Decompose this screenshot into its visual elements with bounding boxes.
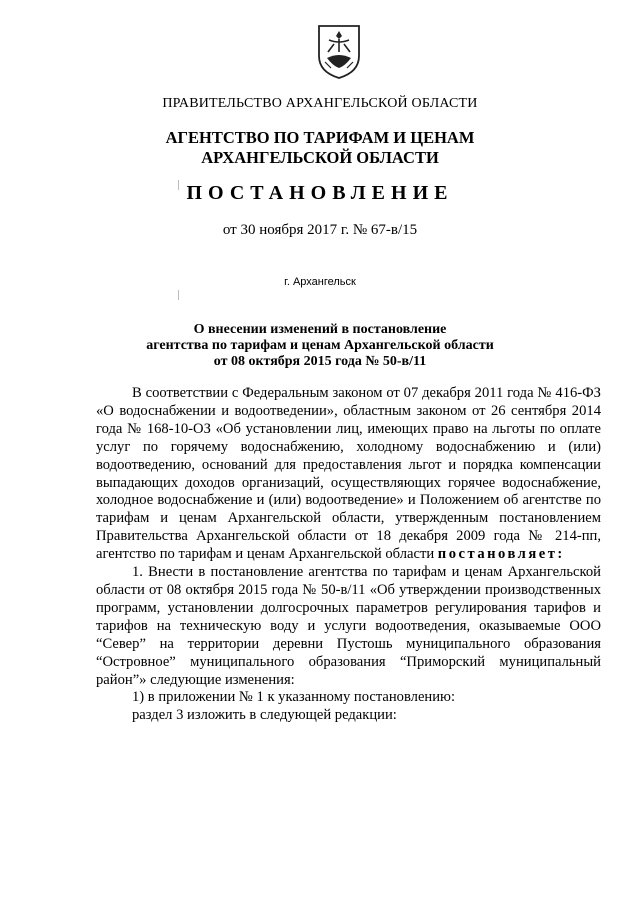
scan-mark (178, 290, 179, 300)
clause-1-paragraph: 1. Внести в постановление агентства по тарифам и ценам Архангельской области от 08 октября 2015 года № 50-в/11 «Об утверждении производственных программ, установлении долгосрочных параметров регулирования тарифов и тарифов на техническую воду и услуги водоотведения, оказываемые ООО “Север” на территории деревни Пустошь муниципального образования “Островное” муниципального образования “Приморский муниципальный район”» следующие изменения: (96, 564, 601, 688)
subject-line1: О внесении изменений в постановление (193, 322, 447, 337)
agency-name (0, 128, 640, 168)
scan-mark (178, 180, 179, 190)
resolution-keyword: постановляет: (437, 546, 565, 563)
section-3-paragraph: раздел 3 изложить в следующей редакции: (132, 707, 397, 724)
preamble-text: В соответствии с Федеральным законом от 07 декабря 2011 года № 416-ФЗ «О водоснабжении и водоотведении», областным законом от 26 сентября 2014 года № 168-10-ОЗ «Об установлении лиц, имеющих право на льготы по оплате услуг по горячему водоснабжению, холодному водоснабжению и (или) водоотведению, оснований для предоставления льгот и порядка компенсации выпадающих доходов организаций, осуществляющих горячее водоснабжение, холодное водоснабжение и (или) водоотведение» и Положением об агентстве по тарифам и ценам Архангельской области, утвержденным постановлением Правительства Архангельской области от 18 декабря 2009 года № 214-пп, агентство по тарифам и ценам Архангельской области (96, 385, 601, 563)
subclause-1-paragraph: 1) в приложении № 1 к указанному постановлению: (132, 689, 456, 706)
document-date-number: от 30 ноября 2017 г. № 67-в/15 (222, 222, 418, 238)
document-city: г. Архангельск (284, 276, 356, 288)
subject-line3: от 08 октября 2015 года № 50-в/11 (213, 354, 427, 369)
agency-name-line2: АРХАНГЕЛЬСКОЙ ОБЛАСТИ (201, 148, 439, 167)
government-name: ПРАВИТЕЛЬСТВО АРХАНГЕЛЬСКОЙ ОБЛАСТИ (162, 96, 478, 111)
preamble-paragraph (96, 385, 601, 564)
document-type-title: ПОСТАНОВЛЕНИЕ (186, 182, 454, 204)
agency-name-line1: АГЕНТСТВО ПО ТАРИФАМ И ЦЕНАМ (165, 128, 475, 147)
document-subject (0, 322, 640, 370)
coat-of-arms-emblem (315, 22, 363, 80)
document-body (96, 385, 601, 725)
subject-line2: агентства по тарифам и ценам Архангельской области (146, 338, 494, 353)
